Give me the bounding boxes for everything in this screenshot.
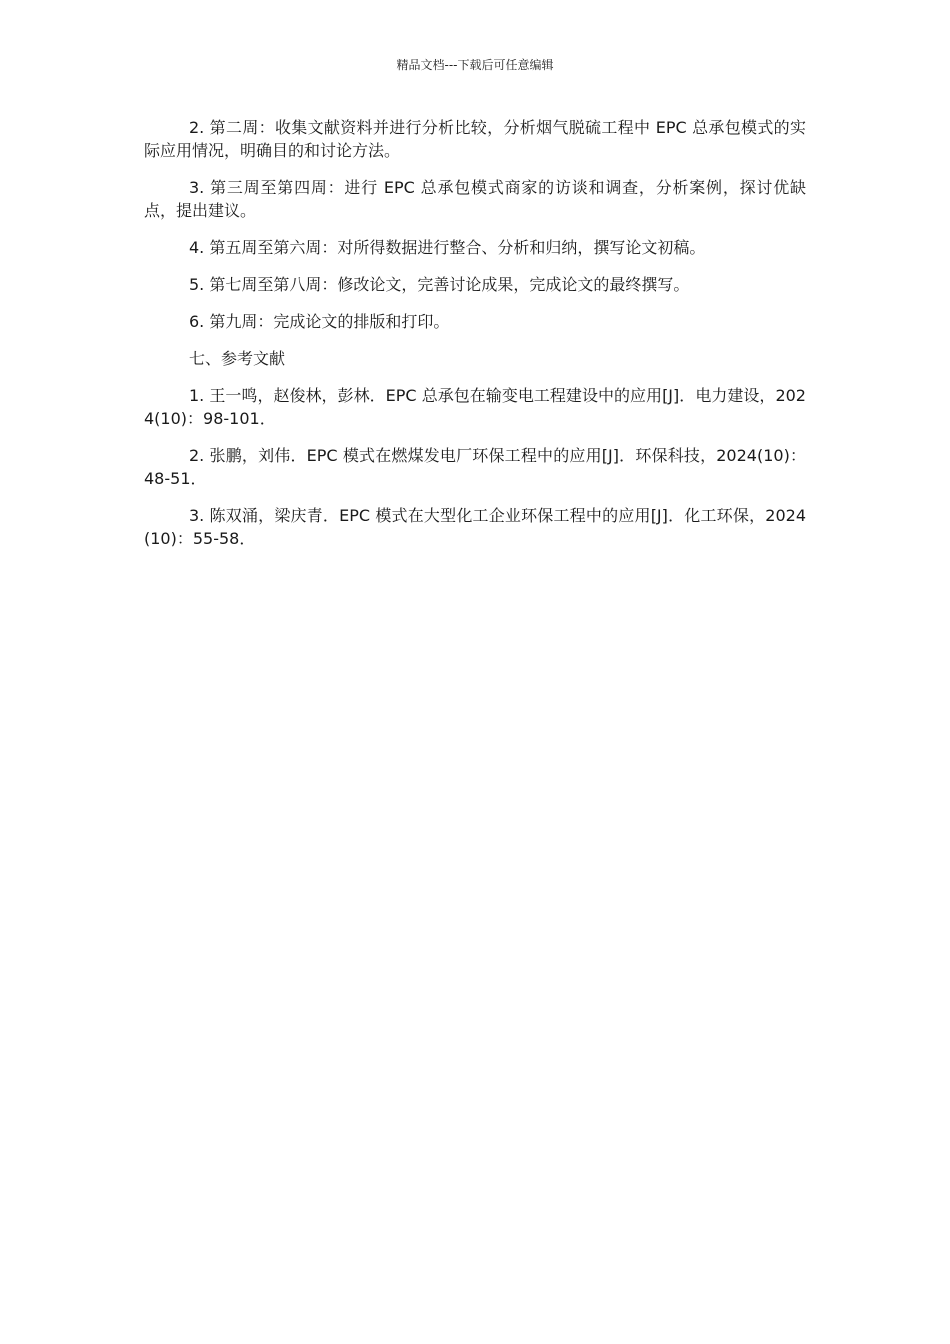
- reference-item-3: 3. 陈双涌，梁庆青．EPC 模式在大型化工企业环保工程中的应用[J]．化工环保，2024(10)：55-58．: [144, 506, 806, 548]
- schedule-item-week-3-4: 3. 第三周至第四周：进行 EPC 总承包模式商家的访谈和调查，分析案例，探讨优缺点，提出建议。: [144, 178, 806, 220]
- references-heading: 七、参考文献: [189, 349, 286, 368]
- schedule-item-week-7-8: 5. 第七周至第八周：修改论文，完善讨论成果，完成论文的最终撰写。: [189, 275, 690, 294]
- schedule-item-week-9: 6. 第九周：完成论文的排版和打印。: [189, 312, 450, 331]
- schedule-item-week-2: 2. 第二周：收集文献资料并进行分析比较，分析烟气脱硫工程中 EPC 总承包模式的实际应用情况，明确目的和讨论方法。: [144, 118, 806, 160]
- schedule-item-week-5-6: 4. 第五周至第六周：对所得数据进行整合、分析和归纳，撰写论文初稿。: [189, 238, 706, 257]
- reference-item-1: 1. 王一鸣，赵俊林，彭林．EPC 总承包在输变电工程建设中的应用[J]．电力建设，2024(10)：98-101．: [144, 386, 806, 428]
- document-body: [144, 116, 806, 564]
- page-header: 精品文档---下载后可任意编辑: [396, 58, 554, 72]
- reference-item-2: 2. 张鹏，刘伟．EPC 模式在燃煤发电厂环保工程中的应用[J]．环保科技，2024(10)：48-51．: [144, 446, 806, 488]
